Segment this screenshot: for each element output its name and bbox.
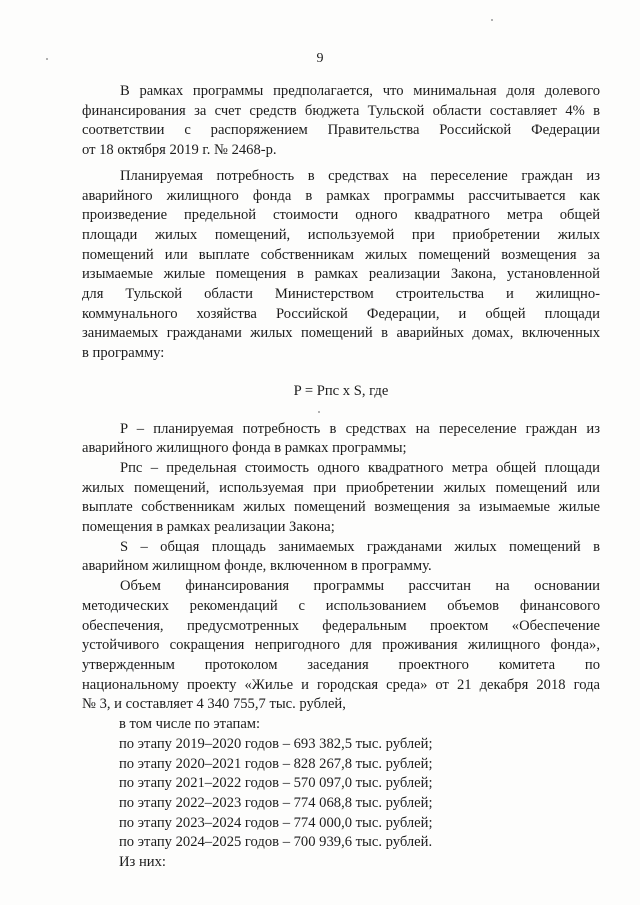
formula: P = Pпс x S, где <box>293 382 389 399</box>
text-line: выплате собственникам жилых помещений возмещения за изымаемые жилые <box>82 499 600 516</box>
stage-item: по этапу 2022–2023 годов – 774 068,8 тыс. рублей; <box>119 794 433 811</box>
text-line: Объем финансирования программы рассчитан на основании <box>120 578 600 595</box>
text-line: национальному проекту «Жилье и городская среда» от 21 декабря 2018 года <box>82 676 600 693</box>
definition-p <box>82 420 600 459</box>
text-line: занимаемых гражданами жилых помещений в аварийных домах, включенных <box>82 325 600 342</box>
closing-text: Из них: <box>119 854 166 871</box>
text-line: S – общая площадь занимаемых гражданами жилых помещений в <box>120 538 600 555</box>
text-line: P – планируемая потребность в средствах на переселение граждан из <box>120 420 600 437</box>
text-line: для Тульской области Министерством строительства и жилищно- <box>82 286 600 303</box>
stages-intro: в том числе по этапам: <box>119 716 261 733</box>
document-body <box>82 82 600 873</box>
text-line: от 18 октября 2019 г. № 2468-р. <box>82 142 277 159</box>
text-line: площади жилых помещений, используемой при приобретении жилых <box>82 226 600 243</box>
text-line: аварийном жилищном фонде, включенном в программу. <box>82 558 432 575</box>
text-line: утвержденным протоколом заседания проектного комитета по <box>82 656 600 673</box>
text-line: устойчивого сокращения непригодного для проживания жилищного фонда», <box>82 637 600 654</box>
text-line: помещения в рамках реализации Закона; <box>82 519 335 536</box>
text-line: изымаемые жилые помещения в рамках реализации Закона, установленной <box>82 266 600 283</box>
text-line: Pпс – предельная стоимость одного квадратного метра общей площади <box>120 459 600 476</box>
text-line: Планируемая потребность в средствах на переселение граждан из <box>120 167 600 184</box>
text-line: коммунального хозяйства Российской Федерации, и общей площади <box>82 305 600 322</box>
text-line: соответствии с распоряжением Правительства Российской Федерации <box>82 122 600 139</box>
text-line: аварийного жилищного фонда в рамках программы; <box>82 440 407 457</box>
text-line: жилых помещений, используемая при приобретении жилых помещений или <box>82 479 600 496</box>
text-line: аварийного жилищного фонда в рамках программы рассчитывается как <box>82 187 600 204</box>
stage-item: по этапу 2021–2022 годов – 570 097,0 тыс. рублей; <box>119 775 433 792</box>
text-line: помещений или выплате собственникам жилых помещений возмещения за <box>82 246 600 263</box>
stage-item: по этапу 2024–2025 годов – 700 939,6 тыс. рублей. <box>119 834 433 851</box>
text-line: обеспечения, предусмотренных федеральным проектом «Обеспечение <box>82 617 600 634</box>
stage-item: по этапу 2019–2020 годов – 693 382,5 тыс. рублей; <box>119 735 433 752</box>
text-line: произведение предельной стоимости одного квадратного метра общей <box>82 207 600 224</box>
text-line: финансирования за счет средств бюджета Тульской области составляет 4% в <box>82 102 600 119</box>
definition-s <box>82 538 600 577</box>
paragraph-cofinancing <box>82 82 600 161</box>
text-line: методических рекомендаций с использованием объемов финансового <box>82 597 600 614</box>
paragraph-financing-volume <box>82 577 600 715</box>
stage-item: по этапу 2020–2021 годов – 828 267,8 тыс. рублей; <box>119 755 433 772</box>
text-line: в программу: <box>82 345 165 362</box>
paragraph-need-calculation <box>82 167 600 364</box>
text-line: В рамках программы предполагается, что минимальная доля долевого <box>120 83 600 99</box>
definition-pps <box>82 459 600 538</box>
text-line: № 3, и составляет 4 340 755,7 тыс. рублей, <box>82 696 346 713</box>
stage-item: по этапу 2023–2024 годов – 774 000,0 тыс. рублей; <box>119 814 433 831</box>
page-number: 9 <box>316 51 324 66</box>
stages-list <box>82 715 600 873</box>
